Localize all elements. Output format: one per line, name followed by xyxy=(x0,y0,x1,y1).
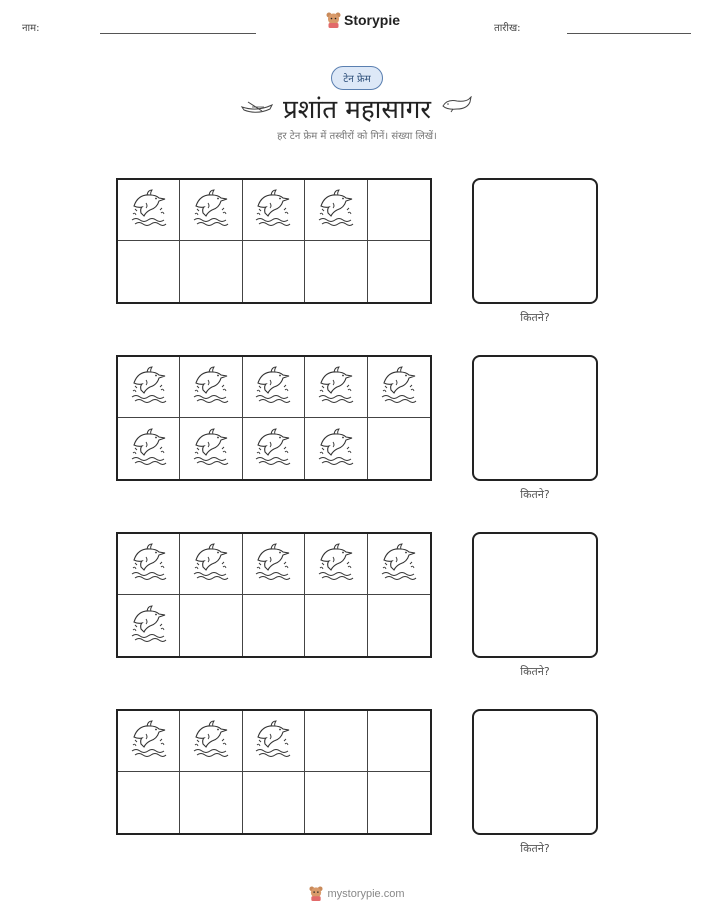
frame-cell xyxy=(180,711,242,772)
frame-cell xyxy=(243,711,305,772)
dolphin-icon xyxy=(252,425,294,473)
bear-logo-icon xyxy=(326,12,341,28)
name-line[interactable] xyxy=(100,33,256,34)
frame-cell xyxy=(368,357,430,418)
frame-cell xyxy=(368,711,430,772)
dolphin-icon xyxy=(315,363,357,411)
dolphin-icon xyxy=(252,540,294,588)
dolphin-icon xyxy=(315,540,357,588)
frame-cell xyxy=(243,418,305,479)
ten-frame-4 xyxy=(116,709,432,835)
answer-box-1[interactable] xyxy=(472,178,598,304)
name-label: नाम: xyxy=(22,23,40,34)
ten-frame-1 xyxy=(116,178,432,304)
frame-cell xyxy=(180,595,242,656)
frame-cell xyxy=(305,357,367,418)
dolphin-icon xyxy=(128,186,170,234)
answer-label-4: कितने? xyxy=(520,842,550,855)
frame-cell xyxy=(368,534,430,595)
frame-cell xyxy=(305,534,367,595)
frame-cell xyxy=(243,595,305,656)
frame-cell xyxy=(118,711,180,772)
dolphin-icon xyxy=(128,363,170,411)
frame-cell xyxy=(118,772,180,833)
frame-cell xyxy=(180,534,242,595)
frame-cell xyxy=(368,418,430,479)
dolphin-icon xyxy=(190,363,232,411)
frame-cell xyxy=(118,180,180,241)
frame-cell xyxy=(180,357,242,418)
frame-cell xyxy=(368,180,430,241)
dolphin-icon xyxy=(378,540,420,588)
frame-cell xyxy=(305,711,367,772)
dolphin-icon xyxy=(128,717,170,765)
dolphin-icon xyxy=(252,717,294,765)
dolphin-icon xyxy=(315,186,357,234)
frame-cell xyxy=(118,241,180,302)
frame-cell xyxy=(305,772,367,833)
frame-cell xyxy=(305,241,367,302)
answer-box-4[interactable] xyxy=(472,709,598,835)
dolphin-icon xyxy=(128,540,170,588)
bear-logo-icon xyxy=(309,886,323,901)
frame-cell xyxy=(118,595,180,656)
answer-label-1: कितने? xyxy=(520,311,550,324)
dolphin-icon xyxy=(378,363,420,411)
frame-cell xyxy=(368,595,430,656)
frame-cell xyxy=(243,772,305,833)
answer-label-2: कितने? xyxy=(520,488,550,501)
frame-cell xyxy=(368,241,430,302)
frame-cell xyxy=(305,418,367,479)
date-label: तारीख: xyxy=(494,23,521,34)
dolphin-icon xyxy=(252,363,294,411)
dolphin-icon xyxy=(190,186,232,234)
frame-cell xyxy=(180,772,242,833)
dolphin-icon xyxy=(190,717,232,765)
answer-box-2[interactable] xyxy=(472,355,598,481)
frame-cell xyxy=(243,180,305,241)
dolphin-icon xyxy=(252,186,294,234)
answer-label-3: कितने? xyxy=(520,665,550,678)
dolphin-icon xyxy=(315,425,357,473)
answer-box-3[interactable] xyxy=(472,532,598,658)
instructions: हर टेन फ्रेम में तस्वीरों को गिनें। संख्या लिखें। xyxy=(277,131,437,142)
footer xyxy=(0,886,714,901)
dolphin-icon xyxy=(128,602,170,650)
frame-cell xyxy=(243,241,305,302)
frame-cell xyxy=(305,595,367,656)
date-line[interactable] xyxy=(567,33,691,34)
brand-logo xyxy=(326,12,400,28)
brand-name: Storypie xyxy=(344,12,401,28)
page-title: प्रशांत महासागर xyxy=(283,95,431,125)
frame-cell xyxy=(118,534,180,595)
whale-icon xyxy=(439,96,473,114)
dolphin-icon xyxy=(190,540,232,588)
frame-cell xyxy=(243,357,305,418)
frame-cell xyxy=(118,357,180,418)
dolphin-icon xyxy=(128,425,170,473)
frame-cell xyxy=(180,418,242,479)
frame-cell xyxy=(243,534,305,595)
footer-site: mystorypie.com xyxy=(327,887,405,900)
frame-cell xyxy=(180,241,242,302)
frame-cell xyxy=(180,180,242,241)
ten-frame-3 xyxy=(116,532,432,658)
ten-frame-2 xyxy=(116,355,432,481)
ten-frame-badge: टेन फ्रेम xyxy=(331,66,383,90)
frame-cell xyxy=(305,180,367,241)
frame-cell xyxy=(368,772,430,833)
dolphin-icon xyxy=(190,425,232,473)
frame-cell xyxy=(118,418,180,479)
